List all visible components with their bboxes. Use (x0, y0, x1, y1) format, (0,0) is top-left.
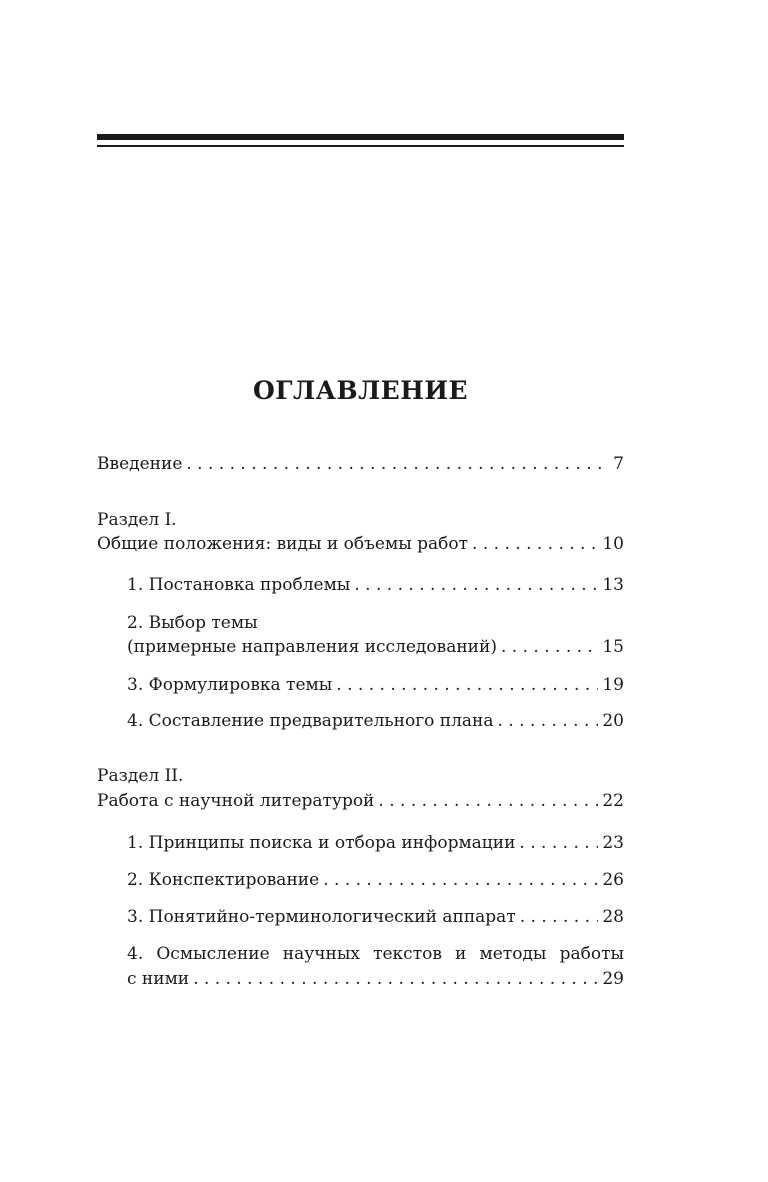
toc-entry-label: Общие положения: виды и объемы работ (97, 534, 469, 554)
toc-entry-label: 4. Составление предварительного плана (127, 711, 494, 731)
toc-entry-label: с ними (127, 969, 190, 989)
toc-page-number: 13 (602, 575, 624, 595)
toc-entry-intro (97, 452, 624, 476)
toc-page-number: 19 (602, 675, 624, 695)
section-heading-2: Раздел II. (97, 766, 184, 786)
toc-entry-1-2-line1: 2. Выбор темы (127, 613, 258, 633)
toc-entry-section-1 (97, 532, 624, 556)
toc-entry-2-2 (127, 868, 624, 892)
dot-leader (472, 532, 598, 556)
toc-page-number: 26 (602, 870, 624, 890)
toc-page-number: 7 (613, 454, 624, 474)
section-heading-1: Раздел I. (97, 510, 177, 530)
toc-entry-label: 1. Постановка проблемы (127, 575, 351, 595)
toc-page-number: 10 (602, 534, 624, 554)
toc-page-number: 20 (602, 711, 624, 731)
dot-leader (378, 789, 598, 813)
toc-entry-label: (примерные направления исследований) (127, 637, 497, 657)
header-rule-thick (97, 134, 624, 140)
toc-entry-label: 3. Формулировка темы (127, 675, 333, 695)
toc-entry-label: 1. Принципы поиска и отбора информации (127, 833, 516, 853)
toc-entry-section-2 (97, 789, 624, 813)
toc-entry-1-4 (127, 709, 624, 733)
toc-entry-1-1 (127, 573, 624, 597)
toc-entry-label: 3. Понятийно-терминологический аппарат (127, 907, 516, 927)
toc-page-number: 29 (602, 969, 624, 989)
toc-page-number: 22 (602, 791, 624, 811)
toc-entry-1-3 (127, 673, 624, 697)
dot-leader (186, 452, 609, 476)
dot-leader (193, 967, 598, 991)
toc-entry-label: Работа с научной литературой (97, 791, 375, 811)
toc-entry-1-2 (127, 635, 624, 659)
dot-leader (336, 673, 598, 697)
toc-page-number: 23 (602, 833, 624, 853)
toc-entry-2-3 (127, 905, 624, 929)
page-title: ОГЛАВЛЕНИЕ (252, 376, 469, 405)
toc-entry-2-4-line1: 4. Осмысление научных текстов и методы работы (127, 944, 624, 964)
toc-entry-label: Введение (97, 454, 183, 474)
dot-leader (519, 831, 598, 855)
dot-leader (520, 905, 599, 929)
toc-page-number: 15 (602, 637, 624, 657)
dot-leader (501, 635, 598, 659)
dot-leader (323, 868, 598, 892)
toc-entry-2-1 (127, 831, 624, 855)
toc-entry-2-4 (127, 967, 624, 991)
toc-entry-label: 2. Конспектирование (127, 870, 320, 890)
toc-page-number: 28 (602, 907, 624, 927)
header-rule-thin (97, 145, 624, 147)
dot-leader (354, 573, 598, 597)
dot-leader (498, 709, 599, 733)
